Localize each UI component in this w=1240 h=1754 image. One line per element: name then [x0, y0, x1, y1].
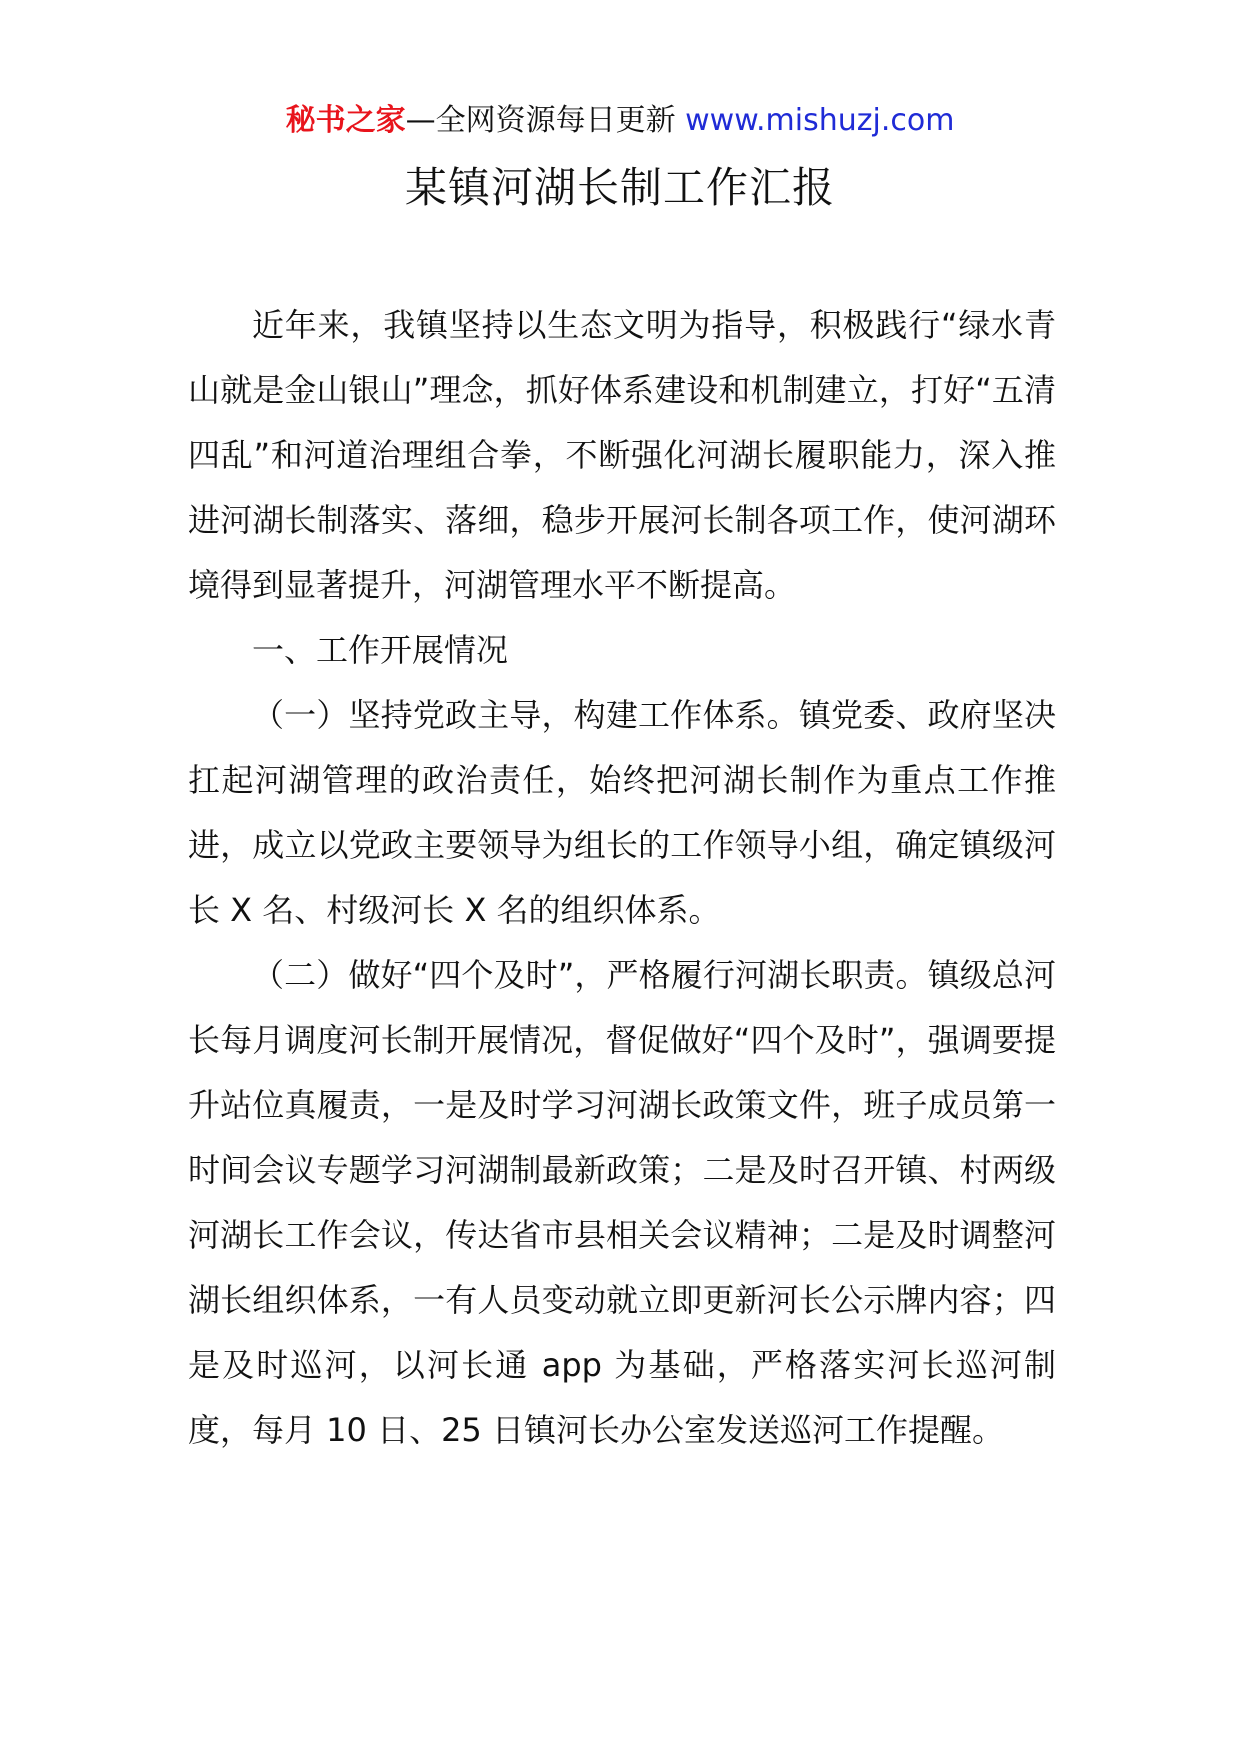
subsection-paragraph-1: （一）坚持党政主导，构建工作体系。镇党委、政府坚决扛起河湖管理的政治责任，始终把河湖长制作为重点工作推进，成立以党政主要领导为组长的工作领导小组，确定镇级河长 X 名、村级河长 X 名的组织体系。 [188, 696, 1056, 929]
document-body [188, 293, 1056, 1463]
intro-paragraph: 近年来，我镇坚持以生态文明为指导，积极践行“绿水青山就是金山银山”理念，抓好体系建设和机制建立，打好“五清四乱”和河道治理组合拳，不断强化河湖长履职能力，深入推进河湖长制落实、落细，稳步开展河长制各项工作，使河湖环境得到显著提升，河湖管理水平不断提高。 [188, 306, 1056, 604]
site-url-link[interactable]: www.mishuzj.com [685, 103, 955, 138]
document-title: 某镇河湖长制工作汇报 [404, 163, 835, 212]
site-header [0, 101, 1240, 141]
section-heading: 一、工作开展情况 [252, 631, 509, 669]
brand-name: 秘书之家 [285, 103, 406, 138]
subsection-paragraph-2: （二）做好“四个及时”，严格履行河湖长职责。镇级总河长每月调度河长制开展情况，督促做好“四个及时”，强调要提升站位真履责，一是及时学习河湖长政策文件，班子成员第一时间会议专题学习河湖制最新政策；二是及时召开镇、村两级河湖长工作会议，传达省市县相关会议精神；二是及时调整河湖长组织体系，一有人员变动就立即更新河长公示牌内容；四是及时巡河，以河长通 app 为基础，严格落实河长巡河制度，每月 10 日、25 日镇河长办公室发送巡河工作提醒。 [188, 956, 1056, 1449]
header-slogan: —全网资源每日更新 [405, 103, 686, 138]
